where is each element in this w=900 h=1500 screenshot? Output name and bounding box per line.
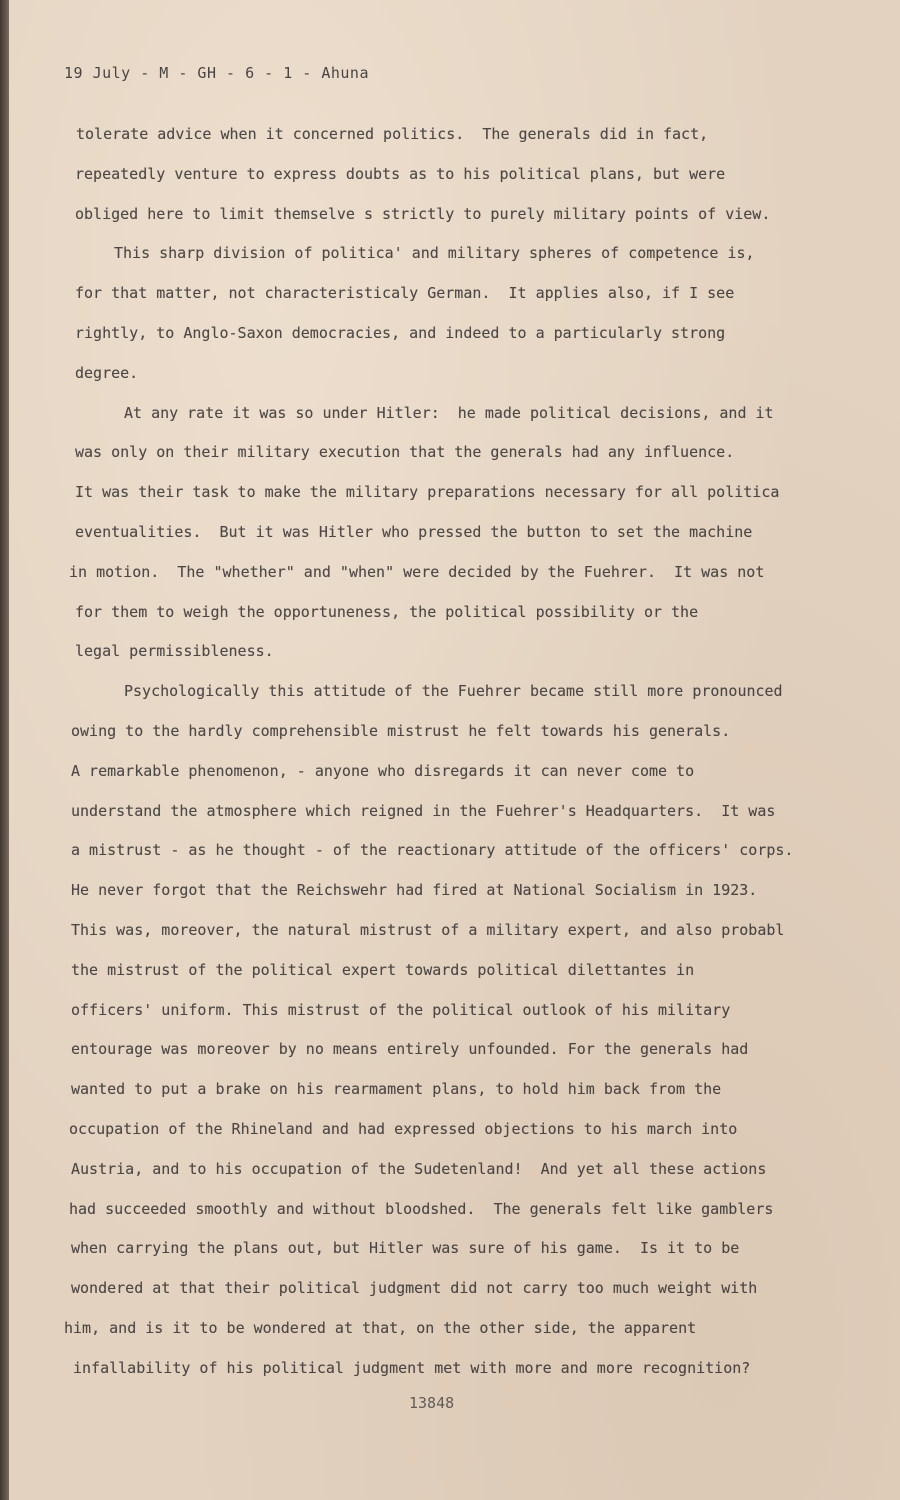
text-line: Psychologically this attitude of the Fuehrer became still more pronounced xyxy=(124,682,783,701)
text-line: for them to weigh the opportuneness, the political possibility or the xyxy=(75,602,699,621)
text-line: wanted to put a brake on his rearmament plans, to hold him back from the xyxy=(71,1080,722,1099)
text-line: rightly, to Anglo-Saxon democracies, and indeed to a particularly strong xyxy=(75,323,726,342)
text-line: It was their task to make the military preparations necessary for all politica xyxy=(75,483,780,502)
text-line: a mistrust - as he thought - of the reactionary attitude of the officers' corps. xyxy=(71,841,794,860)
text-line: This sharp division of politica' and military spheres of competence is, xyxy=(114,244,755,263)
text-line: obliged here to limit themselve s strictly to purely military points of view. xyxy=(75,204,771,223)
text-line: occupation of the Rhineland and had expressed objections to his march into xyxy=(69,1119,738,1138)
typewritten-page xyxy=(9,0,900,1500)
text-line: At any rate it was so under Hitler: he made political decisions, and it xyxy=(124,403,774,422)
text-line: A remarkable phenomenon, - anyone who disregards it can never come to xyxy=(71,761,695,780)
text-line: entourage was moreover by no means entirely unfounded. For the generals had xyxy=(71,1040,749,1059)
text-line: legal permissibleness. xyxy=(75,642,274,661)
text-line: repeatedly venture to express doubts as to his political plans, but were xyxy=(75,164,726,183)
text-line: owing to the hardly comprehensible mistrust he felt towards his generals. xyxy=(71,721,731,740)
text-line: officers' uniform. This mistrust of the political outlook of his military xyxy=(71,1000,731,1019)
text-line: in motion. The "whether" and "when" were decided by the Fuehrer. It was not xyxy=(69,562,765,581)
text-line: was only on their military execution that the generals had any influence. xyxy=(75,443,735,462)
text-line: understand the atmosphere which reigned in the Fuehrer's Headquarters. It was xyxy=(71,801,776,820)
text-line: He never forgot that the Reichswehr had fired at National Socialism in 1923. xyxy=(71,881,758,900)
text-line: when carrying the plans out, but Hitler was sure of his game. Is it to be xyxy=(71,1239,740,1258)
text-line: This was, moreover, the natural mistrust of a military expert, and also probabl xyxy=(71,920,785,939)
page-number: 13848 xyxy=(409,1394,455,1412)
text-line: the mistrust of the political expert towards political dilettantes in xyxy=(71,960,695,979)
text-line: tolerate advice when it concerned politics. The generals did in fact, xyxy=(76,125,709,143)
text-line: him, and is it to be wondered at that, on the other side, the apparent xyxy=(64,1318,697,1337)
text-line: degree. xyxy=(75,363,139,382)
text-line: for that matter, not characteristicaly German. It applies also, if I see xyxy=(75,284,735,303)
text-line: had succeeded smoothly and without bloodshed. The generals felt like gamblers xyxy=(69,1199,774,1218)
binding-edge xyxy=(0,0,9,1500)
text-line: wondered at that their political judgment did not carry too much weight with xyxy=(71,1279,758,1298)
text-line: eventualities. But it was Hitler who pressed the button to set the machine xyxy=(75,522,753,541)
text-line: infallability of his political judgment met with more and more recognition? xyxy=(73,1358,751,1377)
body-text xyxy=(59,124,859,1398)
page-header: 19 July - M - GH - 6 - 1 - Ahuna xyxy=(64,64,369,82)
text-line: Austria, and to his occupation of the Sudetenland! And yet all these actions xyxy=(71,1159,767,1178)
